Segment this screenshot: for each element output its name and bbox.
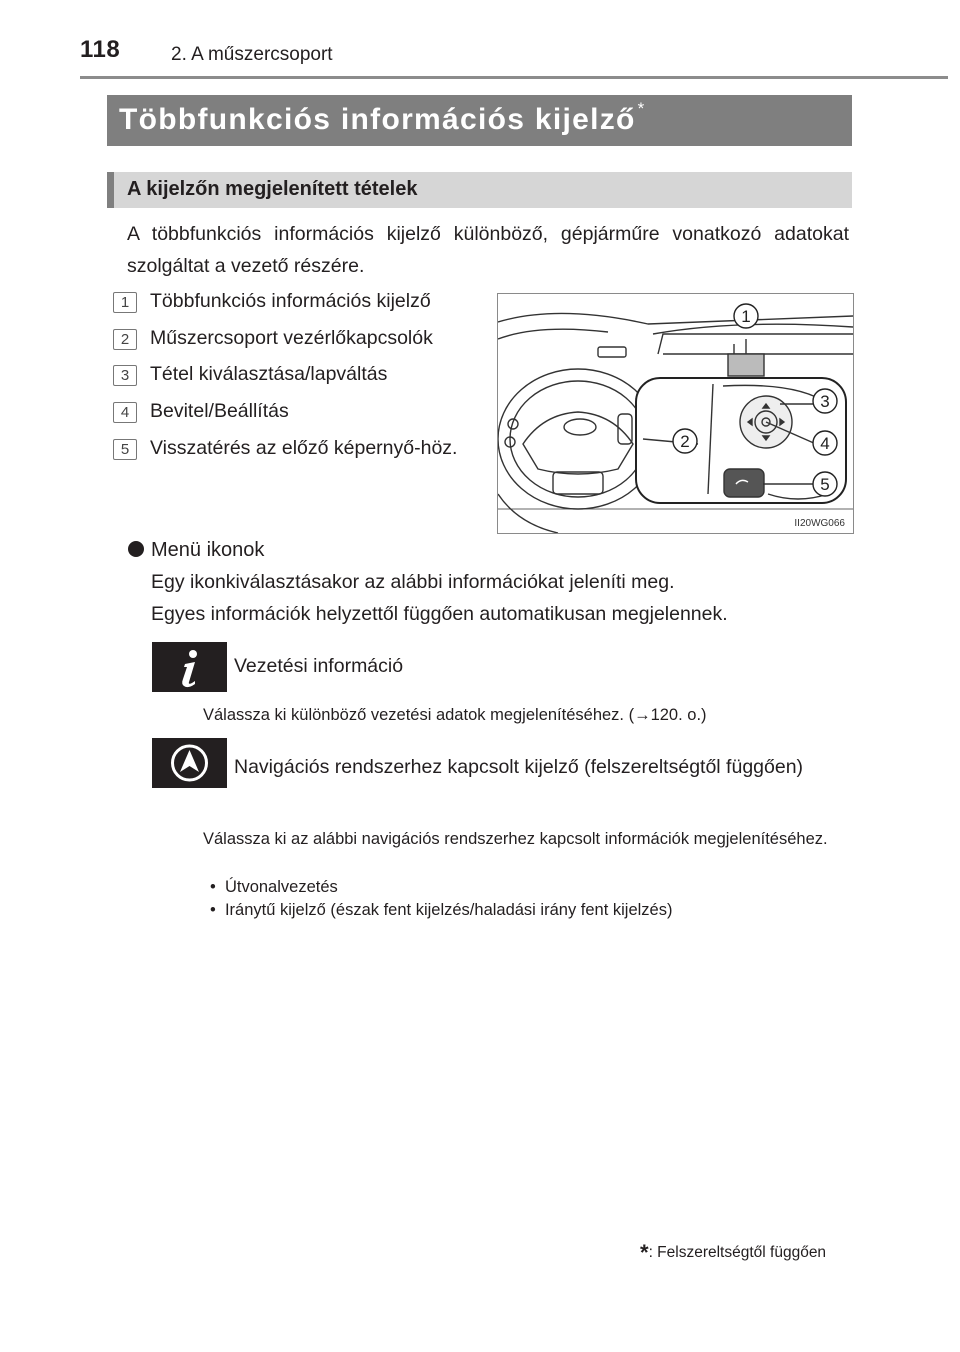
bullet-item-1	[210, 876, 338, 898]
intro-paragraph: A többfunkciós információs kijelző különböző, gépjárműre vonatkozó adatokat szolgáltat a vezető részére.	[127, 223, 849, 277]
numbered-item-5	[113, 431, 483, 465]
menu-line-2: Egyes információk helyzettől függően automatikusan megjelennek.	[151, 603, 728, 625]
callout-4: 4	[820, 434, 830, 453]
page-number: 118	[80, 36, 121, 63]
section-title	[119, 99, 646, 137]
number-badge: 5	[113, 439, 137, 460]
bullet-icon: •	[210, 878, 216, 896]
callout-3: 3	[820, 392, 830, 411]
subheading-edge	[107, 172, 114, 208]
subheading-bar	[107, 172, 852, 208]
numbered-item-2	[113, 321, 483, 355]
bullet-dot-icon	[128, 541, 144, 557]
number-badge: 2	[113, 329, 137, 350]
menu-heading-text: Menü ikonok	[151, 539, 265, 561]
numbered-item-1	[113, 284, 483, 318]
bullet-text: Útvonalvezetés	[224, 878, 338, 896]
footnote-asterisk: *	[640, 1240, 649, 1265]
header-rule	[80, 76, 948, 79]
subheading: A kijelzőn megjelenített tételek	[127, 178, 418, 200]
footnote-text: : Felszereltségtől függően	[648, 1244, 827, 1261]
callout-1: 1	[741, 307, 751, 326]
numbered-item-text: Bevitel/Beállítás	[150, 400, 289, 422]
numbered-item-text: Többfunkciós információs kijelző	[150, 290, 431, 312]
footnote	[640, 1237, 826, 1263]
title-asterisk: *	[637, 99, 646, 118]
figure-code: II20WG066	[794, 518, 845, 529]
driving-info-label: Vezetési információ	[234, 655, 404, 677]
number-badge: 1	[113, 292, 137, 313]
section-title-text: Többfunkciós információs kijelző	[119, 103, 636, 136]
navigation-label: Navigációs rendszerhez kapcsolt kijelző (felszereltségtől függően)	[234, 756, 804, 778]
numbered-item-text: Tétel kiválasztása/lapváltás	[150, 363, 388, 385]
bullet-item-2	[210, 899, 672, 921]
numbered-item-text: Visszatérés az előző képernyő-höz.	[150, 437, 458, 459]
numbered-item-3	[113, 357, 483, 391]
chapter-title: 2. A műszercsoport	[171, 44, 333, 65]
section-title-bar	[107, 95, 852, 146]
steering-wheel-illustration	[498, 294, 853, 533]
steering-wheel-figure	[497, 293, 854, 534]
numbered-item-4	[113, 394, 483, 428]
bullet-text: Iránytű kijelző (észak fent kijelzés/haladási irány fent kijelzés)	[224, 901, 673, 919]
info-i-icon	[152, 642, 227, 692]
number-badge: 3	[113, 365, 137, 386]
menu-line-1: Egy ikonkiválasztásakor az alábbi információkat jeleníti meg.	[151, 571, 675, 593]
numbered-item-text: Műszercsoport vezérlőkapcsolók	[150, 327, 433, 349]
callout-2: 2	[680, 432, 690, 451]
callout-5: 5	[820, 475, 830, 494]
navigation-arrow-icon	[152, 738, 227, 788]
bullet-icon: •	[210, 901, 216, 919]
driving-info-desc: Válassza ki különböző vezetési adatok megjelenítéséhez. (→120. o.)	[203, 706, 707, 724]
number-badge: 4	[113, 402, 137, 423]
menu-heading	[128, 535, 264, 565]
navigation-desc: Válassza ki az alábbi navigációs rendszerhez kapcsolt információk megjelenítéséhez.	[203, 830, 828, 848]
